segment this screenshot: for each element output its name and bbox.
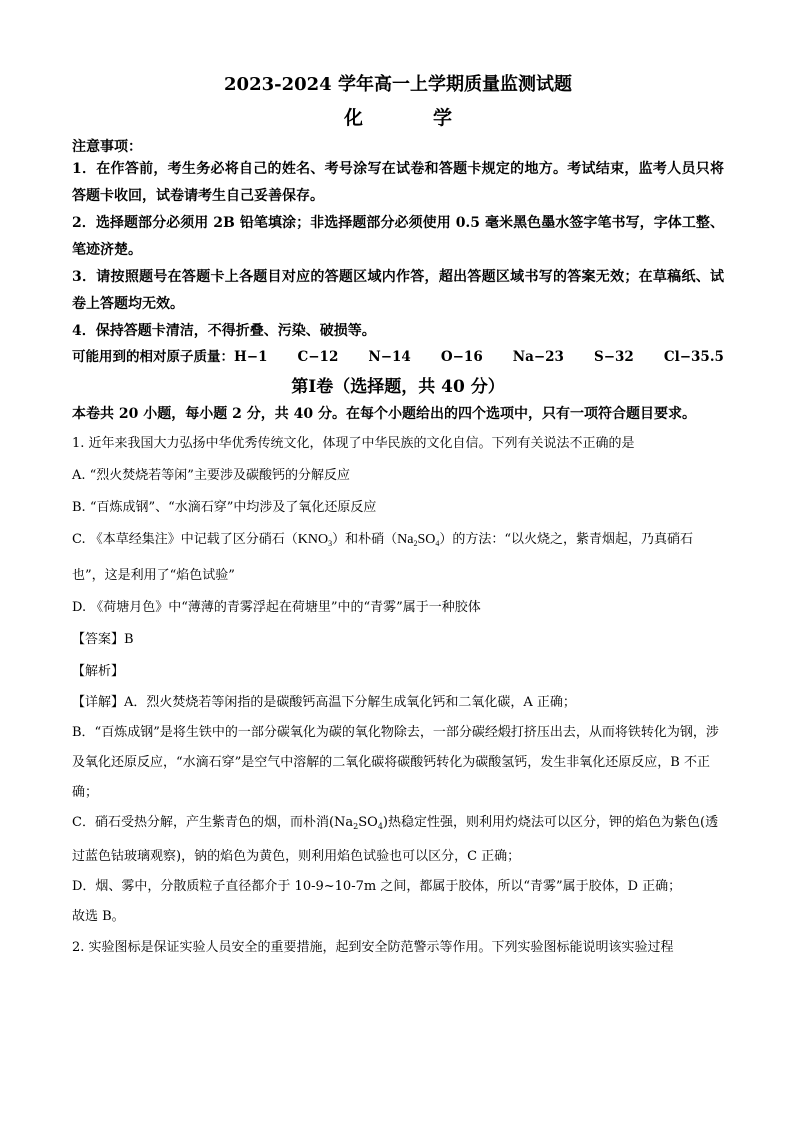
atomic-mass-na: Na−23 bbox=[512, 349, 564, 365]
notice-heading: 注意事项： bbox=[72, 139, 142, 155]
notice-item-3: 3．请按照题号在答题卡上各题目对应的答题区域内作答，超出答题区域书写的答案无效；在草稿纸、试卷上答题均无效。 bbox=[72, 269, 724, 312]
atomic-mass-label: 可能用到的相对原子质量：H−1 bbox=[72, 349, 268, 365]
formula-kno3: $KNO_3$ bbox=[297, 532, 333, 548]
analysis-label: 【解析】 bbox=[72, 664, 125, 679]
atomic-mass-cl: Cl−35.5 bbox=[663, 349, 724, 365]
question-1-option-a: A. “烈火焚烧若等闲”主要涉及碳酸钙的分解反应 bbox=[72, 468, 350, 483]
section-title: 第Ⅰ卷（选择题，共 40 分） bbox=[291, 377, 505, 397]
notice-item-1: 1．在作答前，考生务必将自己的姓名、考号涂写在试卷和答题卡规定的地方。考试结束，监考人员只将答题卡收回，试卷请考生自己妥善保存。 bbox=[72, 161, 724, 204]
detail-b: B．“百炼成钢”是将生铁中的一部分碳氧化为碳的氧化物除去，一部分碳经煅打挤压出去，从而将铁转化为钢，涉及氧化还原反应，“水滴石穿”是空气中溶解的二氧化碳将碳酸钙转化为碳酸氢钙，发生非氧化还原反应，B 不正确； bbox=[72, 725, 719, 800]
notice-item-4: 4．保持答题卡清洁，不得折叠、污染、破损等。 bbox=[72, 323, 376, 339]
formula-na2so4: $Na_2SO_4$ bbox=[397, 532, 440, 548]
atomic-mass-s: S−32 bbox=[593, 349, 634, 365]
detail-d: D．烟、雾中，分散质粒子直径都介于 10-9~10-7m 之间，都属于胶体，所以“青雾”属于胶体，D 正确； bbox=[72, 879, 682, 894]
section-intro: 本卷共 20 小题，每小题 2 分，共 40 分。在每个小题给出的四个选项中，只有一项符合题目要求。 bbox=[72, 406, 696, 422]
detail-a: 【详解】A．烈火焚烧若等闲指的是碳酸钙高温下分解生成氧化钙和二氧化碳，A 正确； bbox=[72, 695, 576, 710]
answer-label: 【答案】B bbox=[72, 632, 134, 647]
atomic-mass-o: O−16 bbox=[440, 349, 483, 365]
question-2-stem: 2. 实验图标是保证实验人员安全的重要措施，起到安全防范警示等作用。下列实验图标能说明该实验过程 bbox=[72, 940, 674, 955]
atomic-mass-n: N−14 bbox=[368, 349, 411, 365]
question-1-stem: 1. 近年来我国大力弘扬中华优秀传统文化，体现了中华民族的文化自信。下列有关说法不正确的是 bbox=[72, 436, 635, 451]
exam-title: 2023-2024 学年高一上学期质量监测试题 bbox=[224, 74, 572, 95]
subject-title bbox=[72, 104, 724, 132]
atomic-mass-line bbox=[72, 345, 724, 369]
question-1-option-c: C. 《本草经集注》中记载了区分硝石$(KNO_3)$和朴硝$(Na_2SO_4)$的方法：“以火烧之，紫青烟起，乃真硝石也”，这是利用了“焰色试验” bbox=[72, 532, 693, 583]
question-1-option-d: D. 《荷塘月色》中“薄薄的青雾浮起在荷塘里”中的“青雾”属于一种胶体 bbox=[72, 600, 481, 615]
detail-c: C．硝石受热分解，产生紫青色的烟，而朴消$(Na_2SO_4)$热稳定性强，则利用灼烧法可以区分，钾的焰色为紫色(透过蓝色钴玻璃观察)，钠的焰色为黄色，则利用焰色试验也可以区分，C 正确； bbox=[72, 815, 719, 864]
subject-char-2: 学 bbox=[433, 107, 453, 129]
subject-char-1: 化 bbox=[343, 107, 363, 129]
exam-page bbox=[72, 72, 724, 964]
question-1-option-b: B. “百炼成钢”、“水滴石穿”中均涉及了氧化还原反应 bbox=[72, 500, 377, 515]
notice-item-2: 2．选择题部分必须用 2B 铅笔填涂；非选择题部分必须使用 0.5 毫米黑色墨水签字笔书写，字体工整、笔迹济楚。 bbox=[72, 215, 724, 258]
atomic-mass-c: C−12 bbox=[297, 349, 339, 365]
conclusion: 故选 B。 bbox=[72, 909, 125, 924]
